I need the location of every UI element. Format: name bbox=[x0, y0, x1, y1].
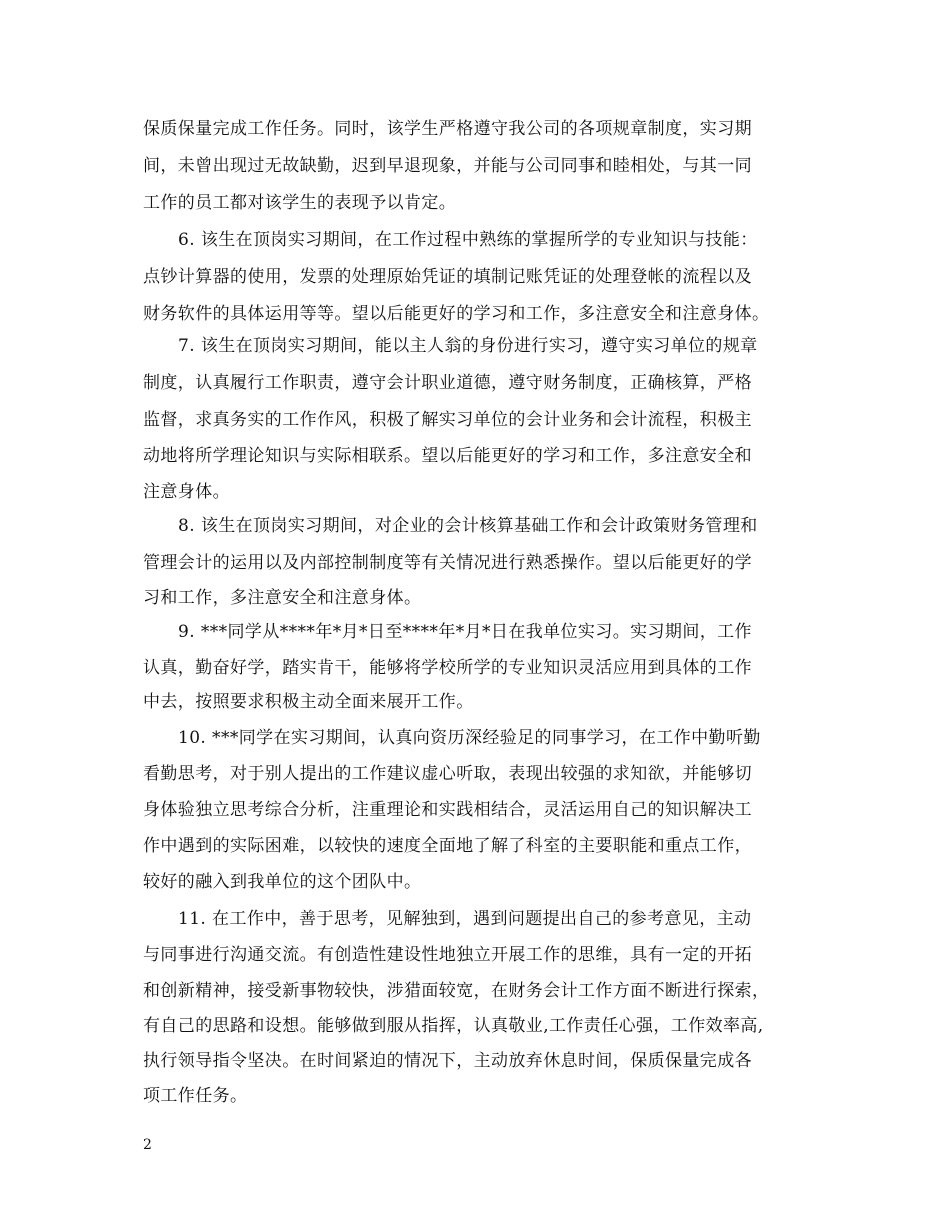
paragraph-line: 中去，按照要求积极主动全面来展开工作。 bbox=[143, 692, 474, 712]
paragraph-line: 有自己的思路和设想。能够做到服从指挥，认真敬业,工作责任心强，工作效率高, bbox=[143, 1016, 764, 1036]
paragraph-line: 项工作任务。 bbox=[143, 1086, 248, 1106]
paragraph-line: 作中遇到的实际困难，以较快的速度全面地了解了科室的主要职能和重点工作， bbox=[143, 836, 752, 856]
paragraph-line: 习和工作，多注意安全和注意身体。 bbox=[143, 588, 422, 608]
paragraph-line: 财务软件的具体运用等等。望以后能更好的学习和工作，多注意安全和注意身体。 bbox=[143, 304, 770, 324]
paragraph-line: 10. ***同学在实习期间，认真向资历深经验足的同事学习，在工作中勤听勤 bbox=[178, 728, 761, 748]
paragraph-line: 管理会计的运用以及内部控制制度等有关情况进行熟悉操作。望以后能更好的学 bbox=[143, 553, 752, 573]
paragraph-line: 工作的员工都对该学生的表现予以肯定。 bbox=[143, 193, 457, 213]
paragraph-line: 执行领导指令坚决。在时间紧迫的情况下，主动放弃休息时间，保质保量完成各 bbox=[143, 1051, 752, 1071]
paragraph-line: 看勤思考，对于别人提出的工作建议虚心听取，表现出较强的求知欲，并能够切 bbox=[143, 764, 752, 784]
paragraph-line: 保质保量完成工作任务。同时，该学生严格遵守我公司的各项规章制度，实习期 bbox=[143, 119, 752, 139]
paragraph-line: 身体验独立思考综合分析，注重理论和实践相结合，灵活运用自己的知识解决工 bbox=[143, 800, 752, 820]
paragraph-line: 点钞计算器的使用，发票的处理原始凭证的填制记账凭证的处理登帐的流程以及 bbox=[143, 267, 752, 287]
paragraph-line: 认真，勤奋好学，踏实肯干，能够将学校所学的专业知识灵活应用到具体的工作 bbox=[143, 658, 752, 678]
paragraph-line: 间，未曾出现过无故缺勤，迟到早退现象，并能与公司同事和睦相处，与其一同 bbox=[143, 156, 752, 176]
paragraph-line: 动地将所学理论知识与实际相联系。望以后能更好的学习和工作，多注意安全和 bbox=[143, 446, 752, 466]
paragraph-line: 制度，认真履行工作职责，遵守会计职业道德，遵守财务制度，正确核算，严格 bbox=[143, 373, 752, 393]
paragraph-line: 9. ***同学从****年*月*日至****年*月*日在我单位实习。实习期间，工作 bbox=[178, 622, 752, 642]
paragraph-line: 注意身体。 bbox=[143, 482, 230, 502]
paragraph-line: 6. 该生在顶岗实习期间，在工作过程中熟练的掌握所学的专业知识与技能： bbox=[178, 230, 758, 250]
page-number: 2 bbox=[143, 1137, 152, 1153]
paragraph-line: 7. 该生在顶岗实习期间，能以主人翁的身份进行实习，遵守实习单位的规章 bbox=[178, 336, 758, 356]
paragraph-line: 和创新精神，接受新事物较快，涉猎面较宽，在财务会计工作方面不断进行探索， bbox=[143, 981, 770, 1001]
paragraph-line: 8. 该生在顶岗实习期间，对企业的会计核算基础工作和会计政策财务管理和 bbox=[178, 516, 758, 536]
paragraph-line: 与同事进行沟通交流。有创造性建设性地独立开展工作的思维，具有一定的开拓 bbox=[143, 945, 752, 965]
paragraph-line: 较好的融入到我单位的这个团队中。 bbox=[143, 872, 422, 892]
paragraph-line: 11. 在工作中，善于思考，见解独到，遇到问题提出自己的参考意见，主动 bbox=[178, 909, 752, 929]
paragraph-line: 监督，求真务实的工作作风，积极了解实习单位的会计业务和会计流程，积极主 bbox=[143, 410, 752, 430]
